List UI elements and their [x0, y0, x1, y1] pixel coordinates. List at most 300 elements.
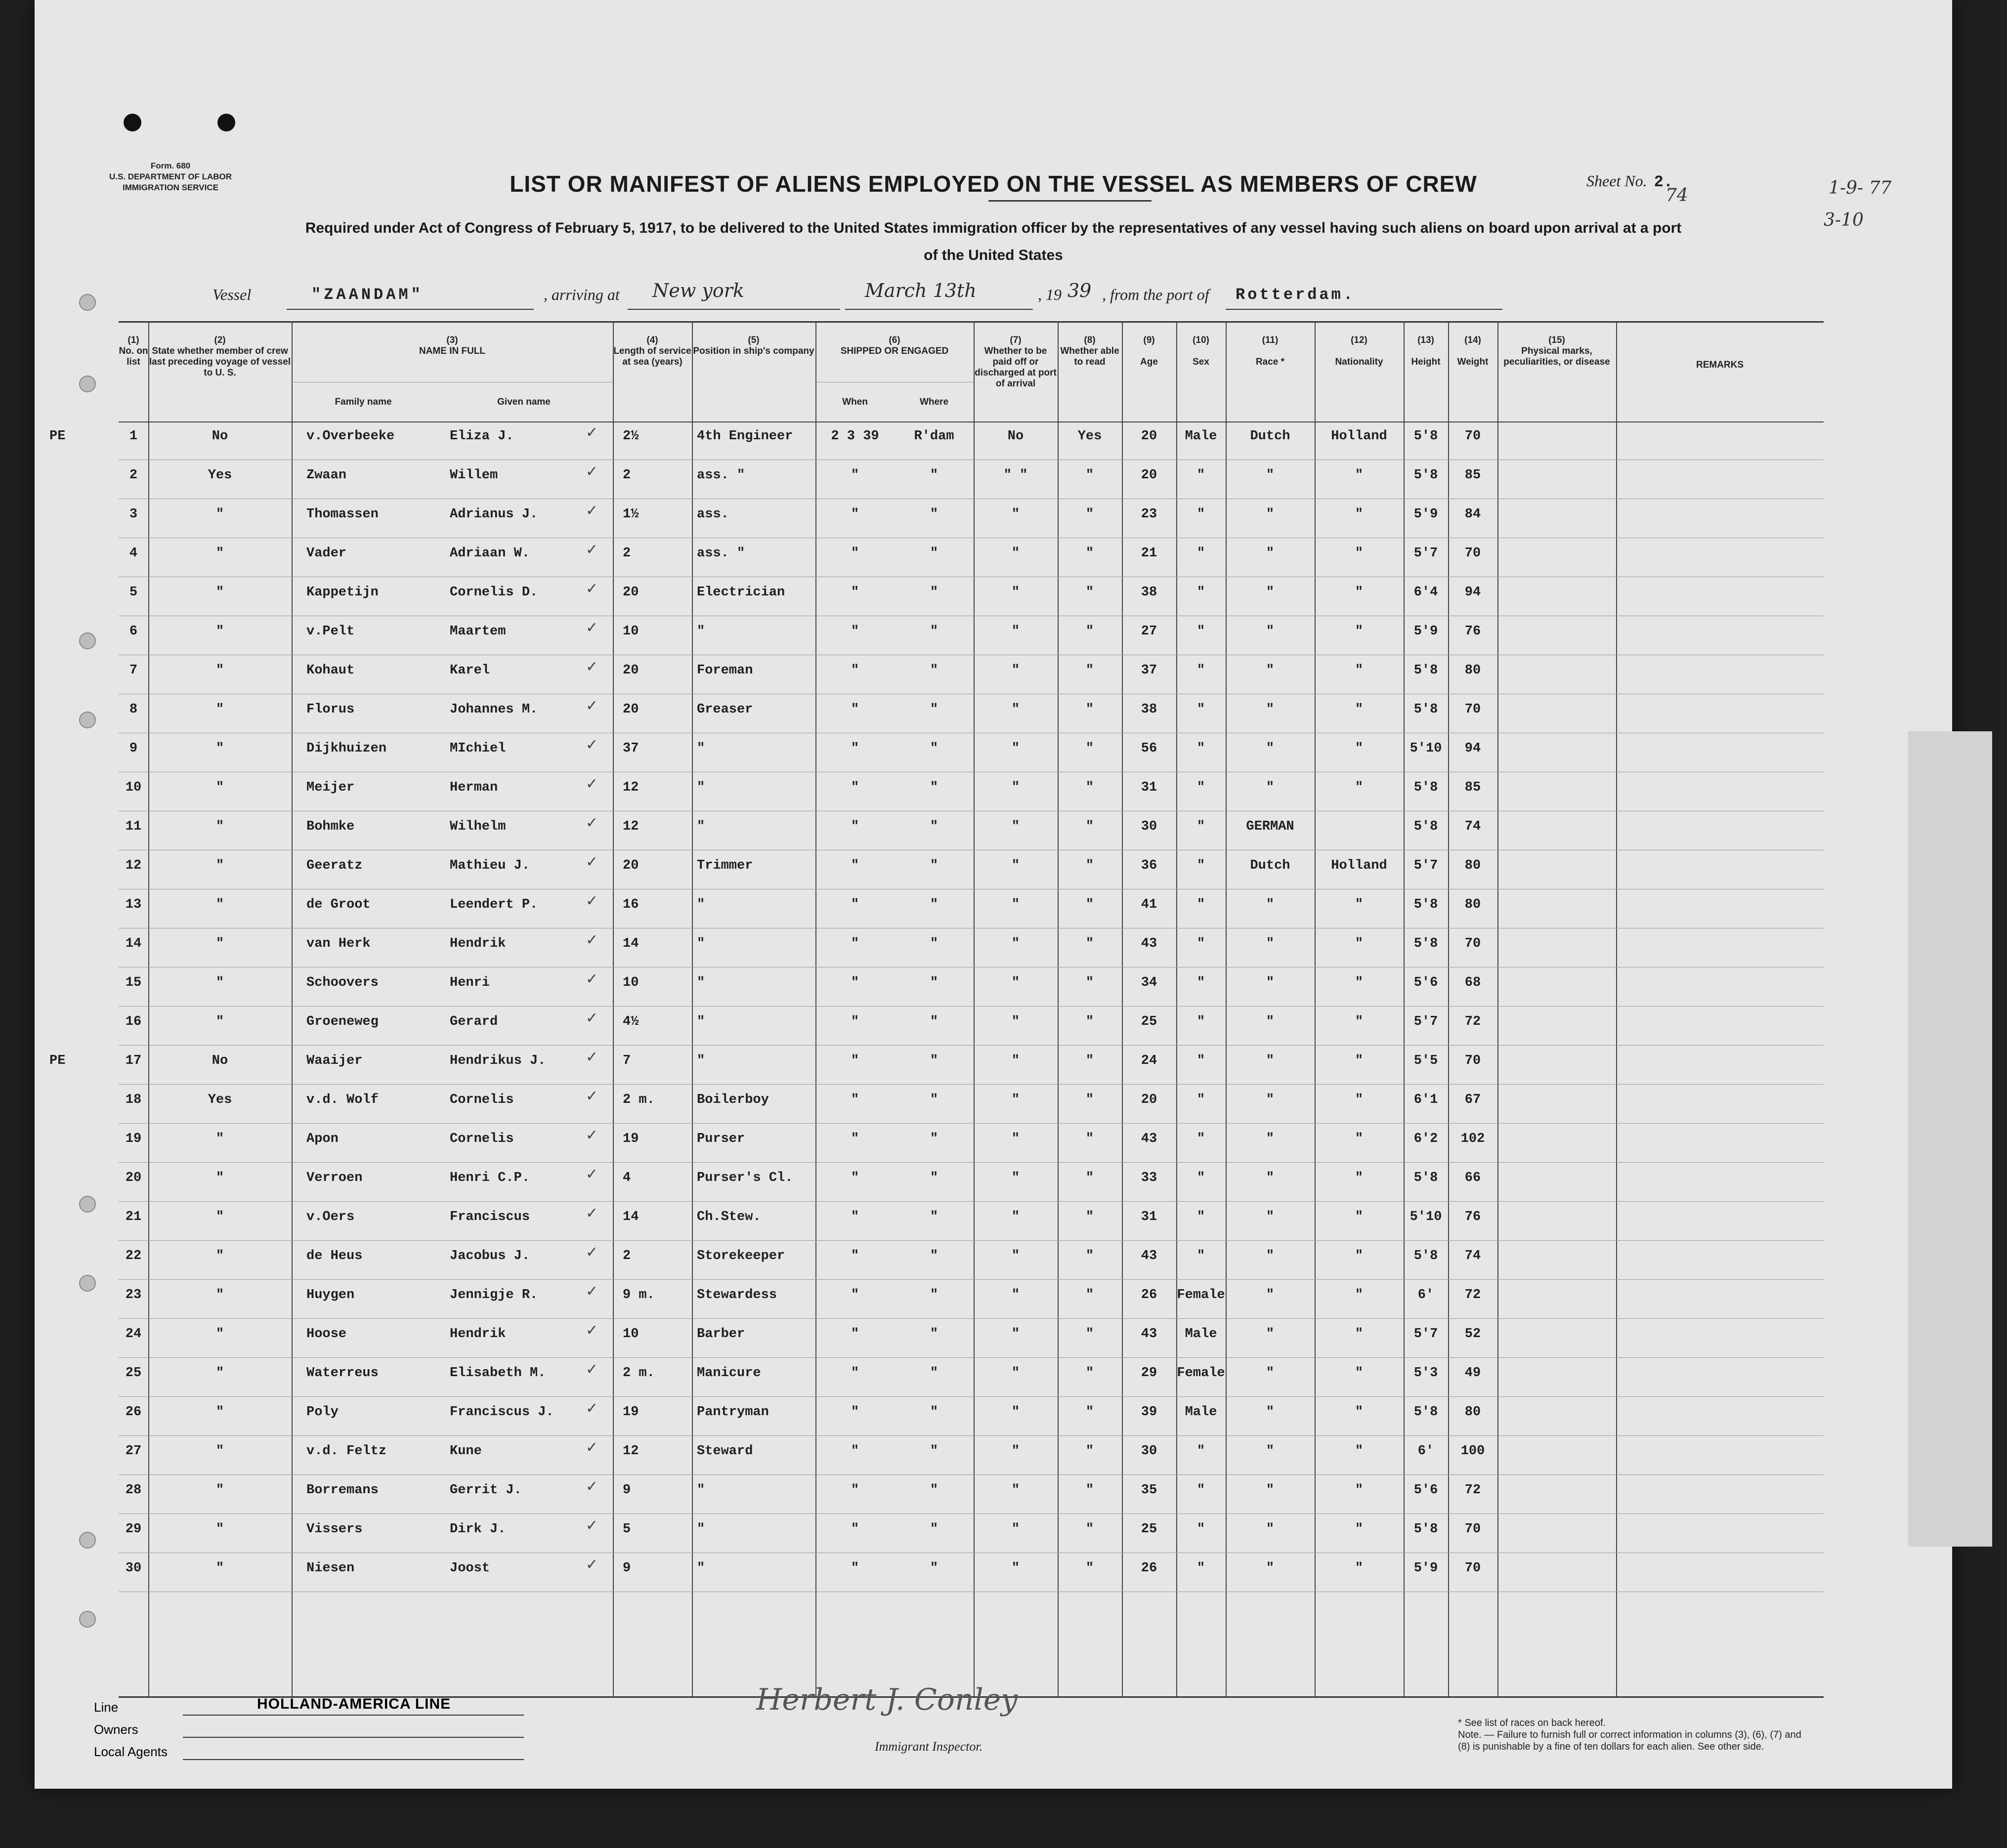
cell-no: 13 — [125, 897, 142, 912]
col-8-num: (8) — [1084, 335, 1096, 345]
cell-paid: " — [1011, 1483, 1020, 1498]
cell-prev: Yes — [208, 468, 232, 483]
cell-family: Borremans — [306, 1483, 379, 1498]
cell-sex: " — [1196, 624, 1205, 639]
col-13-label: Height — [1411, 357, 1441, 367]
cell-given: Maartem — [450, 624, 506, 639]
cell-weight: 72 — [1464, 1288, 1481, 1302]
cell-given: Jacobus J. — [450, 1249, 530, 1263]
cell-given: Adrianus J. — [450, 507, 538, 522]
cell-service: 7 — [623, 1053, 631, 1068]
cell-prev: " — [215, 1249, 224, 1263]
inspector-label: Immigrant Inspector. — [875, 1739, 983, 1754]
cell-when: " — [851, 1171, 859, 1185]
cell-prev: " — [215, 702, 224, 717]
cell-paid: " — [1011, 702, 1020, 717]
cell-read: " — [1085, 819, 1094, 834]
cell-race: " — [1266, 624, 1275, 639]
cell-given: Johannes M. — [450, 702, 538, 717]
cell-when: " — [851, 702, 859, 717]
cell-sex: Male — [1185, 429, 1217, 444]
cell-height: 5'8 — [1413, 468, 1438, 483]
cell-service: 2½ — [623, 429, 639, 444]
cell-when: " — [851, 1522, 859, 1537]
cell-weight: 102 — [1460, 1132, 1485, 1146]
port-label: , from the port of — [1102, 286, 1209, 303]
cell-paid: " — [1011, 1132, 1020, 1146]
cell-height: 6'1 — [1413, 1092, 1438, 1107]
arrival-underline — [628, 309, 840, 310]
cell-sex: " — [1196, 936, 1205, 951]
vessel-name: "ZAANDAM" — [311, 286, 424, 304]
check-mark-icon: ✓ — [586, 1244, 598, 1261]
cell-service: 12 — [623, 780, 639, 795]
cell-family: Thomassen — [306, 507, 379, 522]
cell-service: 4½ — [623, 1014, 639, 1029]
cell-service: 19 — [623, 1132, 639, 1146]
cell-nat: " — [1355, 1171, 1364, 1185]
cell-prev: " — [215, 1522, 224, 1537]
cell-paid: " — [1011, 1522, 1020, 1537]
cell-race: " — [1266, 546, 1275, 561]
cell-nat: " — [1355, 1327, 1364, 1342]
cell-read: " — [1085, 1288, 1094, 1302]
cell-given: Henri C.P. — [450, 1171, 530, 1185]
cell-read: " — [1085, 663, 1094, 678]
col-5-num: (5) — [748, 335, 760, 345]
cell-where: " — [930, 468, 939, 483]
cell-where: " — [930, 858, 939, 873]
cell-given: Willem — [450, 468, 498, 483]
col-4-num: (4) — [646, 335, 658, 345]
cell-where: " — [930, 546, 939, 561]
cell-when: " — [851, 858, 859, 873]
year-prefix: , 19 — [1038, 286, 1062, 303]
cell-age: 20 — [1141, 468, 1157, 483]
cell-position: Greaser — [697, 702, 753, 717]
cell-when: " — [851, 468, 859, 483]
row-rule — [119, 1435, 1824, 1436]
cell-family: Huygen — [306, 1288, 355, 1302]
cell-weight: 85 — [1464, 468, 1481, 483]
cell-given: Leendert P. — [450, 897, 538, 912]
vessel-label: Vessel — [213, 286, 252, 303]
cell-sex: " — [1196, 858, 1205, 873]
cell-read: " — [1085, 1210, 1094, 1224]
cell-prev: " — [215, 1014, 224, 1029]
cell-no: 6 — [129, 624, 138, 639]
cell-position: Trimmer — [697, 858, 753, 873]
cell-where: " — [930, 663, 939, 678]
cell-race: " — [1266, 1288, 1275, 1302]
col-14-num: (14) — [1464, 335, 1481, 345]
cell-age: 43 — [1141, 936, 1157, 951]
cell-height: 5'8 — [1413, 1522, 1438, 1537]
cell-paid: " — [1011, 1288, 1020, 1302]
cell-position: Ch.Stew. — [697, 1210, 761, 1224]
cell-given: Hendrikus J. — [450, 1053, 546, 1068]
cell-read: " — [1085, 1053, 1094, 1068]
check-mark-icon: ✓ — [586, 1283, 598, 1300]
cell-race: " — [1266, 1561, 1275, 1576]
cell-service: 2 — [623, 1249, 631, 1263]
cell-height: 5'8 — [1413, 819, 1438, 834]
check-mark-icon: ✓ — [586, 619, 598, 636]
cell-service: 10 — [623, 975, 639, 990]
cell-race: " — [1266, 975, 1275, 990]
page-mark-b: 1-9- 77 — [1829, 178, 1892, 198]
cell-given: Jennigje R. — [450, 1288, 538, 1302]
cell-when: " — [851, 1092, 859, 1107]
cell-no: 3 — [129, 507, 138, 522]
cell-weight: 76 — [1464, 1210, 1481, 1224]
cell-height: 5'9 — [1413, 507, 1438, 522]
check-mark-icon: ✓ — [586, 424, 598, 441]
col-15-label: Physical marks, peculiarities, or disease — [1503, 346, 1610, 367]
cell-prev: " — [215, 663, 224, 678]
cell-nat: Holland — [1331, 858, 1387, 873]
year-handwritten: 39 — [1068, 280, 1092, 301]
cell-where: " — [930, 897, 939, 912]
cell-height: 5'8 — [1413, 1405, 1438, 1420]
cell-where: " — [930, 1561, 939, 1576]
arrival-date: March 13th — [865, 280, 977, 301]
cell-when: " — [851, 1327, 859, 1342]
cell-nat: " — [1355, 1405, 1364, 1420]
row-rule — [119, 1318, 1824, 1319]
cell-weight: 66 — [1464, 1171, 1481, 1185]
cell-height: 5'10 — [1409, 1210, 1442, 1224]
cell-given: Gerard — [450, 1014, 498, 1029]
row-rule — [119, 1123, 1824, 1124]
cell-family: de Heus — [306, 1249, 363, 1263]
col-3-label: NAME IN FULL — [419, 346, 486, 356]
row-rule — [119, 1162, 1824, 1163]
cell-given: Hendrik — [450, 936, 506, 951]
cell-position: " — [697, 975, 705, 990]
cell-family: Poly — [306, 1405, 339, 1420]
cell-position: Electrician — [697, 585, 785, 600]
cell-when: " — [851, 1053, 859, 1068]
cell-sex: " — [1196, 1561, 1205, 1576]
check-mark-icon: ✓ — [586, 736, 598, 754]
check-mark-icon: ✓ — [586, 1127, 598, 1144]
cell-age: 30 — [1141, 819, 1157, 834]
cell-given: Wilhelm — [450, 819, 506, 834]
col-9-label: Age — [1140, 357, 1158, 367]
cell-nat: " — [1355, 1053, 1364, 1068]
cell-age: 29 — [1141, 1366, 1157, 1381]
cell-sex: " — [1196, 1210, 1205, 1224]
cell-when: " — [851, 1444, 859, 1459]
check-mark-icon: ✓ — [586, 502, 598, 519]
punch-hole-icon — [79, 1196, 96, 1213]
cell-no: 24 — [125, 1327, 142, 1342]
departure-port: Rotterdam. — [1236, 286, 1356, 304]
cell-family: Waterreus — [306, 1366, 379, 1381]
cell-no: 21 — [125, 1210, 142, 1224]
cell-paid: " — [1011, 780, 1020, 795]
cell-read: " — [1085, 1132, 1094, 1146]
cell-prev: " — [215, 546, 224, 561]
cell-paid: " — [1011, 1405, 1020, 1420]
cell-prev: " — [215, 858, 224, 873]
port-underline — [1226, 309, 1502, 310]
punch-hole-icon — [79, 1532, 96, 1549]
cell-prev: " — [215, 507, 224, 522]
cell-when: " — [851, 1249, 859, 1263]
cell-age: 20 — [1141, 429, 1157, 444]
cell-sex: Female — [1177, 1288, 1225, 1302]
cell-where: " — [930, 585, 939, 600]
cell-position: " — [697, 897, 705, 912]
cell-age: 31 — [1141, 780, 1157, 795]
cell-position: " — [697, 624, 705, 639]
cell-sex: " — [1196, 975, 1205, 990]
department-name: U.S. DEPARTMENT OF LABOR — [109, 172, 232, 181]
cell-read: " — [1085, 468, 1094, 483]
cell-no: 14 — [125, 936, 142, 951]
cell-given: Joost — [450, 1561, 490, 1576]
cell-sex: " — [1196, 741, 1205, 756]
cell-race: " — [1266, 1092, 1275, 1107]
cell-where: " — [930, 1132, 939, 1146]
footer-notes — [1458, 1717, 1804, 1753]
cell-nat: " — [1355, 1561, 1364, 1576]
row-rule — [119, 1006, 1824, 1007]
col-13-num: (13) — [1417, 335, 1434, 345]
cell-position: " — [697, 1522, 705, 1537]
cell-age: 41 — [1141, 897, 1157, 912]
cell-sex: Female — [1177, 1366, 1225, 1381]
cell-when: " — [851, 1561, 859, 1576]
cell-read: " — [1085, 546, 1094, 561]
cell-read: " — [1085, 1014, 1094, 1029]
cell-when: " — [851, 1483, 859, 1498]
cell-position: Purser — [697, 1132, 745, 1146]
underlying-sheet-edge — [1908, 731, 1992, 1547]
col-11-label: Race * — [1255, 357, 1285, 367]
cell-read: " — [1085, 936, 1094, 951]
cell-weight: 52 — [1464, 1327, 1481, 1342]
cell-nat: " — [1355, 975, 1364, 990]
cell-no: 29 — [125, 1522, 142, 1537]
cell-paid: " — [1011, 663, 1020, 678]
col-12-num: (12) — [1351, 335, 1367, 345]
col-2-num: (2) — [214, 335, 226, 345]
cell-family: Vissers — [306, 1522, 363, 1537]
cell-nat: " — [1355, 1444, 1364, 1459]
check-mark-icon: ✓ — [586, 1517, 598, 1534]
cell-read: " — [1085, 1483, 1094, 1498]
cell-race: " — [1266, 1522, 1275, 1537]
check-mark-icon: ✓ — [586, 697, 598, 714]
cell-family: Schoovers — [306, 975, 379, 990]
cell-read: Yes — [1077, 429, 1102, 444]
cell-no: 10 — [125, 780, 142, 795]
cell-age: 39 — [1141, 1405, 1157, 1420]
cell-age: 31 — [1141, 1210, 1157, 1224]
col-4-label: Length of service at sea (years) — [613, 346, 691, 367]
cell-weight: 80 — [1464, 897, 1481, 912]
cell-race: " — [1266, 585, 1275, 600]
cell-service: 9 — [623, 1561, 631, 1576]
row-rule — [119, 1084, 1824, 1085]
cell-height: 5'3 — [1413, 1366, 1438, 1381]
cell-read: " — [1085, 1444, 1094, 1459]
cell-given: MIchiel — [450, 741, 506, 756]
cell-given: Karel — [450, 663, 490, 678]
cell-given: Dirk J. — [450, 1522, 506, 1537]
col-8-label: Whether able to read — [1060, 346, 1119, 367]
cell-service: 2 m. — [623, 1366, 655, 1381]
cell-weight: 74 — [1464, 1249, 1481, 1263]
cell-weight: 70 — [1464, 1053, 1481, 1068]
col-6-when: When — [842, 397, 868, 407]
cell-when: " — [851, 936, 859, 951]
cell-no: 23 — [125, 1288, 142, 1302]
cell-nat: " — [1355, 702, 1364, 717]
cell-position: ass. " — [697, 468, 745, 483]
cell-age: 25 — [1141, 1522, 1157, 1537]
cell-position: " — [697, 1014, 705, 1029]
cell-no: 1 — [129, 429, 138, 444]
cell-paid: " — [1011, 858, 1020, 873]
cell-no: 22 — [125, 1249, 142, 1263]
cell-family: Hoose — [306, 1327, 347, 1342]
cell-height: 5'7 — [1413, 546, 1438, 561]
cell-race: " — [1266, 1405, 1275, 1420]
cell-race: " — [1266, 468, 1275, 483]
cell-family: Kohaut — [306, 663, 355, 678]
cell-where: " — [930, 1014, 939, 1029]
cell-prev: " — [215, 1405, 224, 1420]
cell-where: " — [930, 1366, 939, 1381]
cell-paid: " — [1011, 507, 1020, 522]
cell-height: 6'4 — [1413, 585, 1438, 600]
cell-when: " — [851, 1288, 859, 1302]
row-rule — [119, 1357, 1824, 1358]
check-mark-icon: ✓ — [586, 1088, 598, 1105]
cell-age: 27 — [1141, 624, 1157, 639]
cell-where: " — [930, 1171, 939, 1185]
cell-race: " — [1266, 507, 1275, 522]
cell-where: " — [930, 507, 939, 522]
cell-sex: Male — [1185, 1405, 1217, 1420]
cell-when: " — [851, 1210, 859, 1224]
cell-prev: " — [215, 1210, 224, 1224]
cell-weight: 49 — [1464, 1366, 1481, 1381]
cell-weight: 70 — [1464, 1522, 1481, 1537]
cell-read: " — [1085, 858, 1094, 873]
cell-family: Apon — [306, 1132, 339, 1146]
cell-nat: " — [1355, 897, 1364, 912]
cell-prev: " — [215, 1288, 224, 1302]
cell-no: 20 — [125, 1171, 142, 1185]
cell-when: " — [851, 1405, 859, 1420]
cell-weight: 80 — [1464, 858, 1481, 873]
cell-service: 37 — [623, 741, 639, 756]
cell-paid: " — [1011, 1014, 1020, 1029]
cell-prev: " — [215, 975, 224, 990]
cell-nat: " — [1355, 780, 1364, 795]
service-name: IMMIGRATION SERVICE — [123, 183, 218, 192]
col-10-label: Sex — [1193, 357, 1209, 367]
cell-service: 20 — [623, 702, 639, 717]
cell-race: " — [1266, 1210, 1275, 1224]
cell-prev: " — [215, 1561, 224, 1576]
cell-read: " — [1085, 1405, 1094, 1420]
cell-race: " — [1266, 936, 1275, 951]
line-value: HOLLAND-AMERICA LINE — [257, 1696, 451, 1712]
cell-race: " — [1266, 702, 1275, 717]
cell-family: Waaijer — [306, 1053, 363, 1068]
col-2-label: State whether member of crew last preceding voyage of vessel to U. S. — [149, 346, 291, 378]
cell-race: " — [1266, 1014, 1275, 1029]
cell-height: 5'7 — [1413, 1327, 1438, 1342]
cell-prev: " — [215, 624, 224, 639]
cell-position: " — [697, 1561, 705, 1576]
subtitle-line-2: of the United States — [924, 247, 1063, 263]
cell-nat: " — [1355, 1092, 1364, 1107]
cell-given: Franciscus J. — [450, 1405, 554, 1420]
cell-sex: " — [1196, 1171, 1205, 1185]
punch-hole-icon — [79, 1611, 96, 1628]
check-mark-icon: ✓ — [586, 814, 598, 832]
cell-given: Elisabeth M. — [450, 1366, 546, 1381]
cell-family: van Herk — [306, 936, 371, 951]
cell-read: " — [1085, 741, 1094, 756]
cell-age: 43 — [1141, 1249, 1157, 1263]
cell-height: 6'2 — [1413, 1132, 1438, 1146]
cell-given: Henri — [450, 975, 490, 990]
col-14-label: Weight — [1457, 357, 1489, 367]
cell-when: " — [851, 741, 859, 756]
cell-age: 20 — [1141, 1092, 1157, 1107]
cell-weight: 85 — [1464, 780, 1481, 795]
cell-family: v.Pelt — [306, 624, 355, 639]
col-6-num: (6) — [889, 335, 900, 345]
cell-nat: " — [1355, 1132, 1364, 1146]
col-5-label: Position in ship's company — [693, 346, 814, 356]
cell-family: de Groot — [306, 897, 371, 912]
cell-no: 9 — [129, 741, 138, 756]
cell-age: 38 — [1141, 702, 1157, 717]
check-mark-icon: ✓ — [586, 1400, 598, 1417]
inspector-signature: Herbert J. Conley — [756, 1682, 1018, 1717]
cell-read: " — [1085, 975, 1094, 990]
cell-when: " — [851, 819, 859, 834]
cell-age: 26 — [1141, 1561, 1157, 1576]
cell-prev: " — [215, 936, 224, 951]
cell-age: 38 — [1141, 585, 1157, 600]
col-9-num: (9) — [1143, 335, 1155, 345]
cell-nat: " — [1355, 546, 1364, 561]
line-label: Line — [94, 1700, 119, 1715]
cell-position: " — [697, 936, 705, 951]
binding-hole-icon — [217, 114, 235, 131]
cell-family: Vader — [306, 546, 347, 561]
cell-paid: " — [1011, 975, 1020, 990]
cell-given: Mathieu J. — [450, 858, 530, 873]
cell-sex: " — [1196, 507, 1205, 522]
cell-nat: " — [1355, 468, 1364, 483]
cell-where: " — [930, 975, 939, 990]
cell-nat: " — [1355, 1483, 1364, 1498]
cell-paid: " — [1011, 1249, 1020, 1263]
cell-given: Franciscus — [450, 1210, 530, 1224]
cell-prev: " — [215, 897, 224, 912]
